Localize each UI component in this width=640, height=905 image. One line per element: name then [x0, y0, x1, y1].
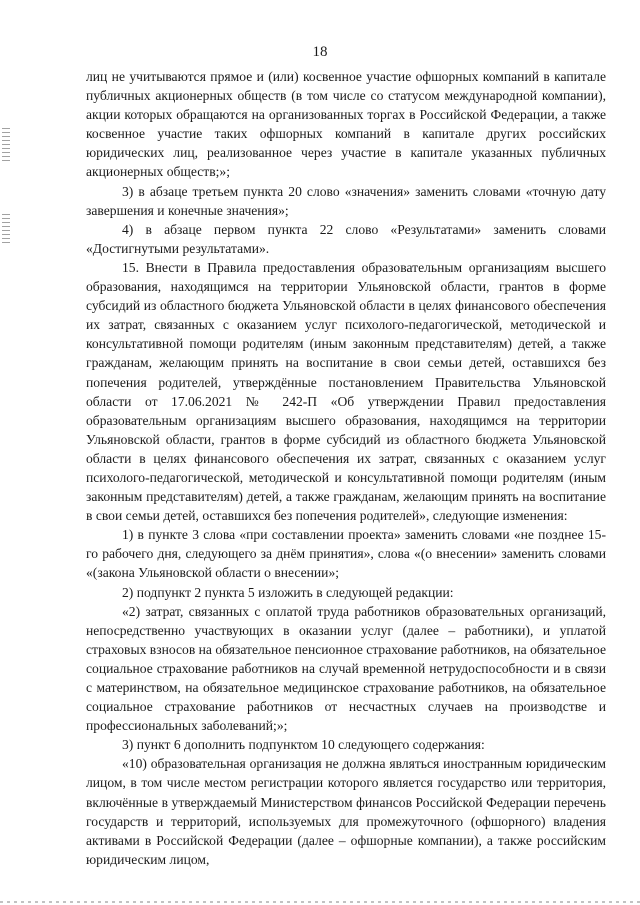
paragraph: 2) подпункт 2 пункта 5 изложить в следующей редакции: — [122, 584, 454, 600]
paragraph: 15. Внести в Правила предоставления образовательным организациям высшего образования, находящимся на территории Ульяновской области, грантов в форме субсидий из областного бюджета Ульяновской области в целях финансового обеспечения их затрат, связанных с оказанием услуг психолого-педагогической, методической и консультативной помощи родителям (иным законным представителям) детей, а также гражданам, желающим принять на воспитание в свои семьи детей, оставшихся без попечения родителей, утверждённые постановлением Правительства Ульяновской области от 17.06.2021 № 242-П «Об утверждении Правил предоставления образовательным организациям высшего образования, находящимся на территории Ульяновской области, грантов в форме субсидий из областного бюджета Ульяновской области в целях финансового обеспечения их затрат, связанных с оказанием услуг психолого-педагогической, методической и консультативной помощи родителям (иным законным представителям) детей, а также гражданам, желающим принять на воспитание в свои семьи детей, оставшихся без попечения родителей», следующие изменения: — [86, 259, 606, 524]
paragraph: «2) затрат, связанных с оплатой труда работников образовательных организаций, непосредственно участвующих в оказании услуг (далее – работники), и уплатой страховых взносов на обязательное пенсионное страхование работников, на обязательное социальное страхование работников на случай временной нетрудоспособности и в связи с материнством, на обязательное медицинское страхование работников, на обязательное социальное страхование работников от несчастных случаев на производстве и профессиональных заболеваний;»; — [86, 603, 606, 734]
document-body — [86, 67, 606, 869]
paragraph: 4) в абзаце первом пункта 22 слово «Результатами» заменить словами «Достигнутыми результатами». — [86, 221, 606, 256]
paragraph: 3) пункт 6 дополнить подпунктом 10 следующего содержания: — [122, 737, 485, 753]
paragraph: «10) образовательная организация не должна являться иностранным юридическим лицом, в том числе местом регистрации которого является государство или территория, включённые в утверждаемый Министерством финансов Российской Федерации перечень государств и территорий, используемых для промежуточного (офшорного) владения активами в Российской Федерации (далее – офшорные компании), а также российским юридическим лицом, — [86, 756, 606, 867]
paragraph: лиц не учитываются прямое и (или) косвенное участие офшорных компаний в капитале публичных акционерных обществ (в том числе со статусом международной компании), акции которых обращаются на организованных торгах в Российской Федерации, а также косвенное участие таких офшорных компаний в капитале других российских юридических лиц, реализованное через участие в капитале указанных публичных акционерных обществ;»; — [86, 69, 606, 180]
paragraph: 1) в пункте 3 слова «при составлении проекта» заменить словами «не позднее 15-го рабочего дня, следующего за днём принятия», слова «(о внесении» заменить словами «(закона Ульяновской области о внесении»; — [86, 527, 606, 581]
page-number: 18 — [312, 44, 328, 60]
paragraph: 3) в абзаце третьем пункта 20 слово «значения» заменить словами «точную дату завершения и конечные значения»; — [86, 183, 606, 218]
scan-bottom-edge — [0, 901, 640, 903]
scan-edge-mark — [2, 128, 10, 164]
scan-edge-mark — [2, 214, 10, 244]
